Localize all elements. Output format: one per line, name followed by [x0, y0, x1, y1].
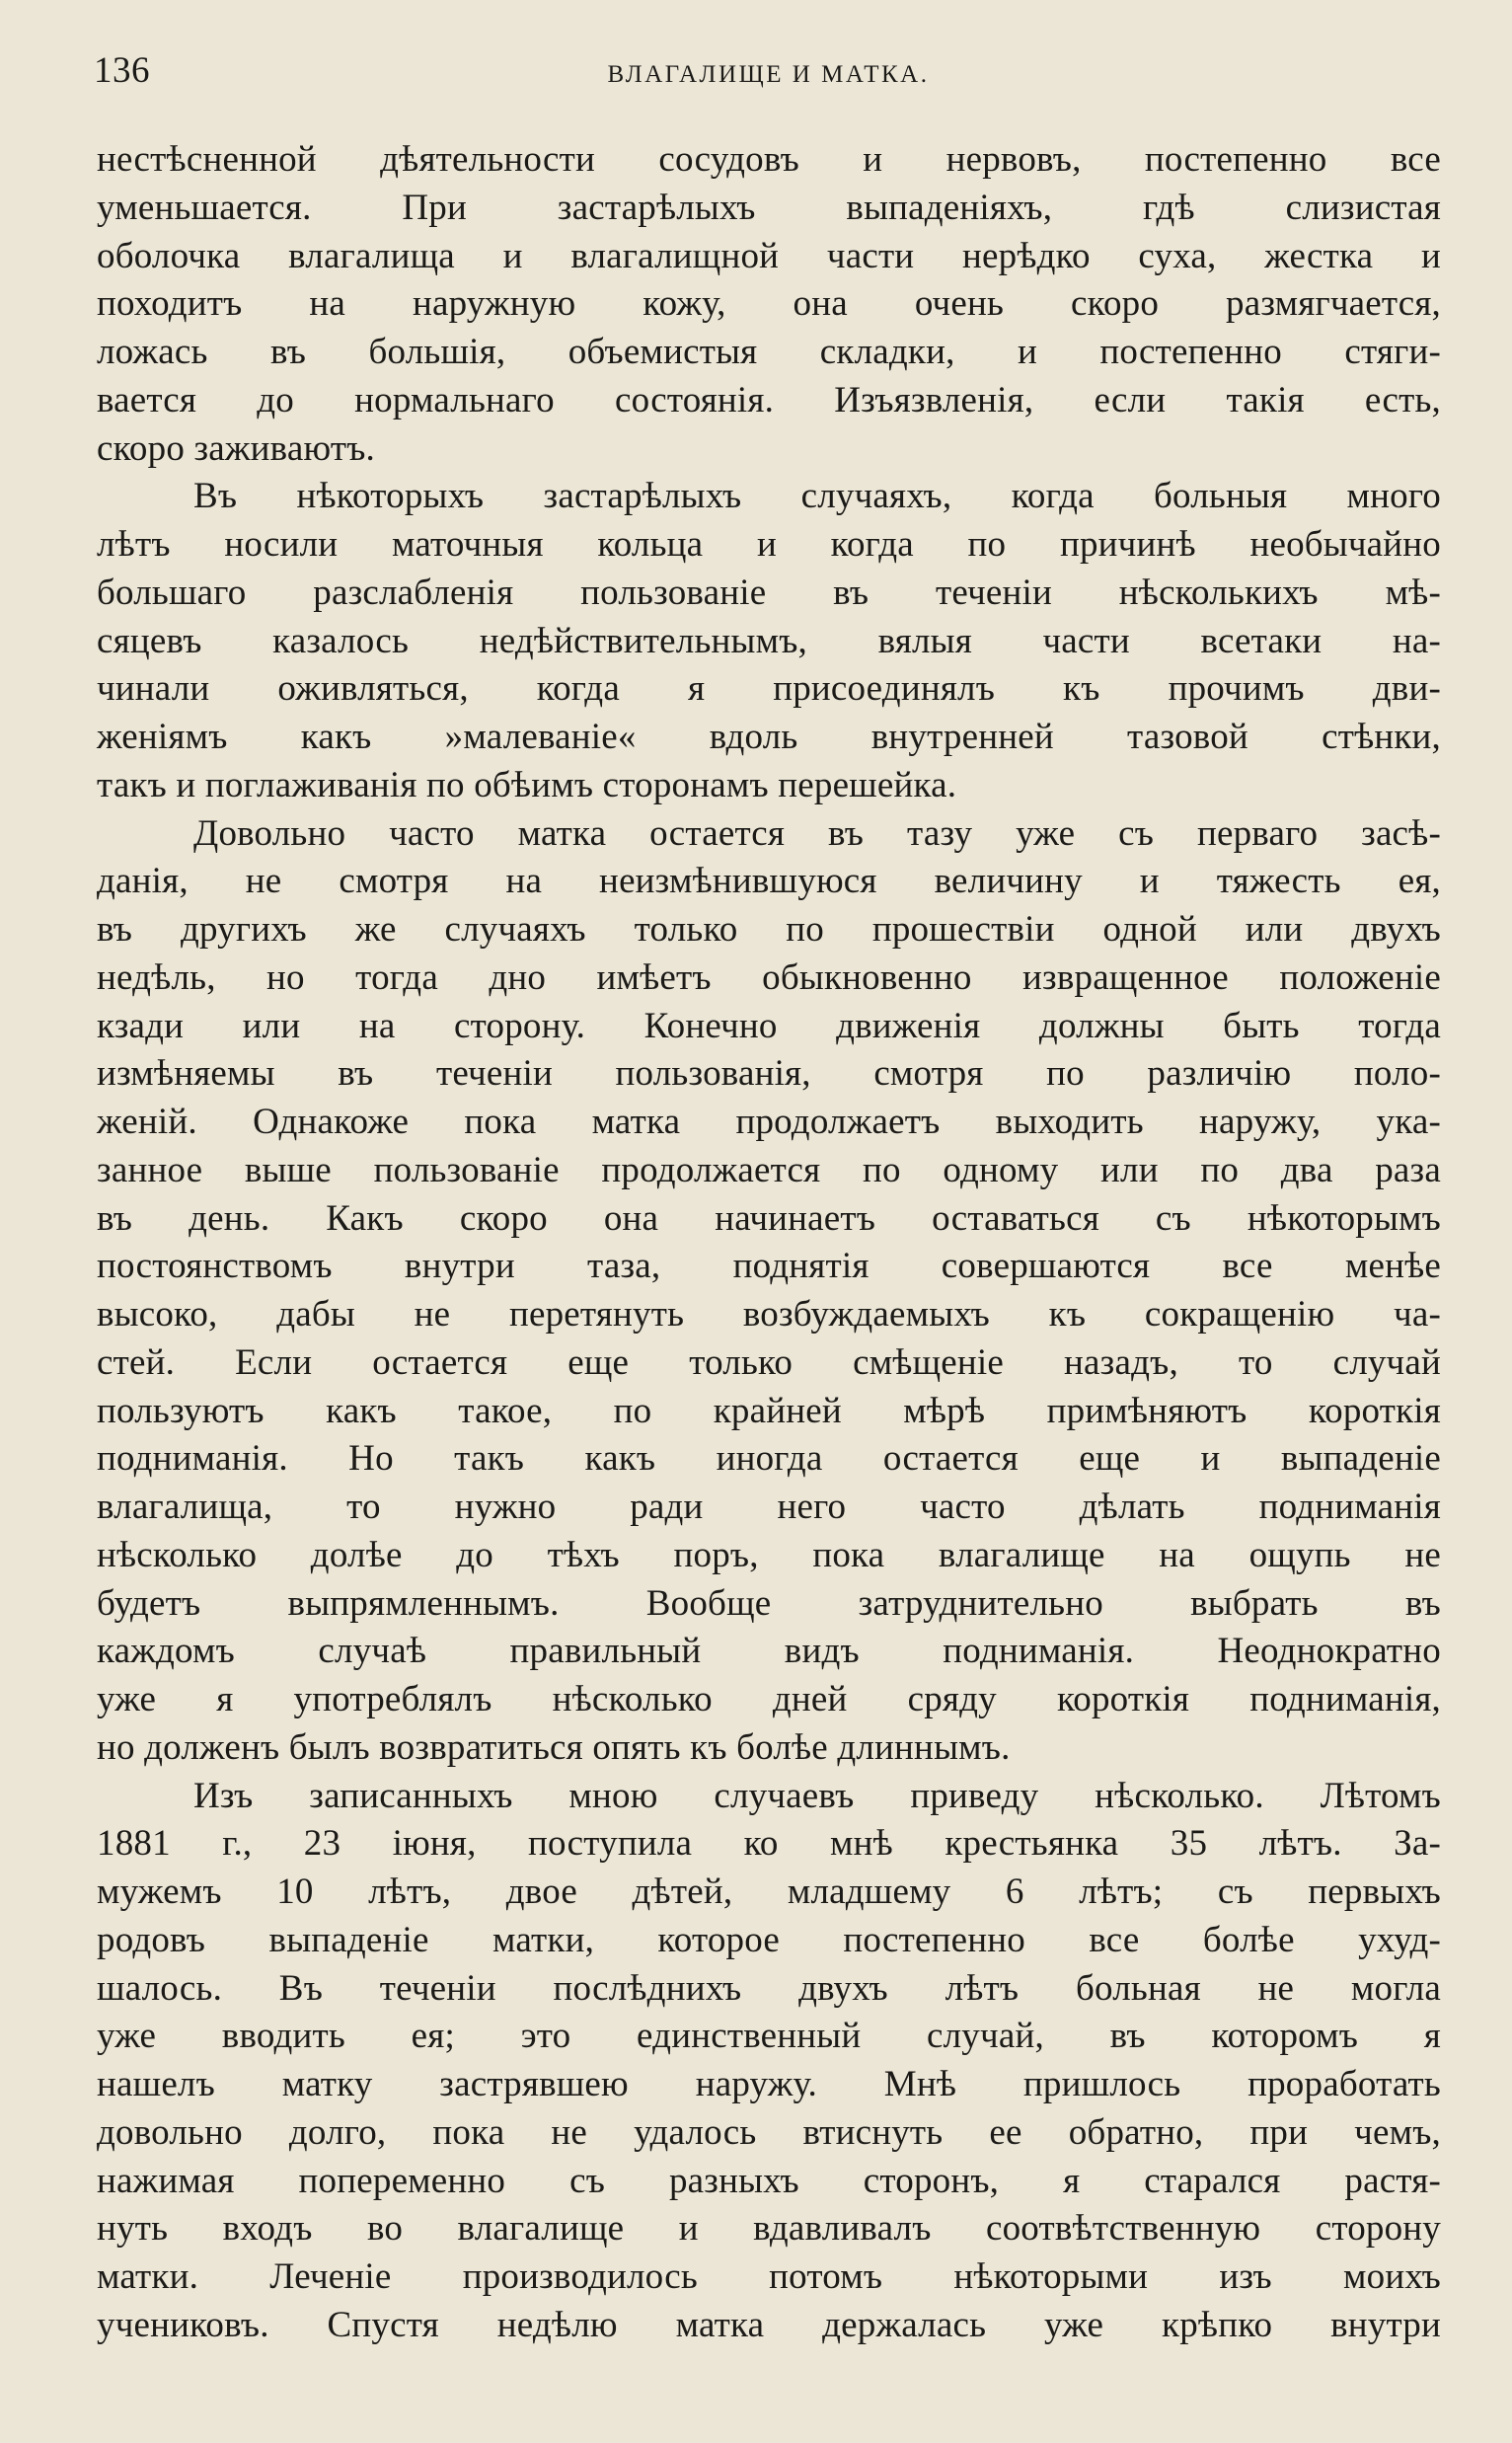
- text-line: стей. Если остается еще только смѣщеніе назадъ, то случай: [97, 1341, 1441, 1383]
- text-line: ложась въ большія, объемистыя складки, и постепенно стяги-: [97, 332, 1441, 372]
- running-head: ВЛАГАЛИЩЕ И МАТКА.: [607, 61, 930, 88]
- text-line: но долженъ былъ возвратиться опять къ болѣе длиннымъ.: [97, 1726, 1011, 1768]
- text-line: чинали оживляться, когда я присоединялъ къ прочимъ дви-: [97, 668, 1441, 710]
- text-line: постоянствомъ внутри таза, поднятія совершаются все менѣе: [97, 1246, 1441, 1287]
- text-line: нуть входъ во влагалище и вдавливалъ соотвѣтственную сторону: [97, 2208, 1441, 2250]
- text-line: большаго разслабленія пользованіе въ теченіи нѣсколькихъ мѣ-: [97, 572, 1441, 613]
- text-line: недѣль, но тогда дно имѣетъ обыкновенно извращенное положеніе: [97, 956, 1441, 998]
- body-text: [97, 136, 1441, 2350]
- page-header: [94, 51, 1443, 95]
- text-line: кзади или на сторону. Конечно движенія должны быть тогда: [97, 1005, 1441, 1046]
- text-line: 1881 г., 23 іюня, поступила ко мнѣ крестьянка 35 лѣтъ. За-: [97, 1823, 1441, 1865]
- text-line: уменьшается. При застарѣлыхъ выпаденіяхъ, гдѣ слизистая: [97, 187, 1441, 228]
- text-line: учениковъ. Спустя недѣлю матка держалась уже крѣпко внутри: [97, 2304, 1441, 2345]
- text-line: нестѣсненной дѣятельности сосудовъ и нервовъ, постепенно все: [97, 139, 1441, 180]
- text-line: уже вводить ея; это единственный случай, въ которомъ я: [97, 2016, 1441, 2057]
- text-line: измѣняемы въ теченіи пользованія, смотря по различію поло-: [97, 1053, 1441, 1095]
- text-line: матки. Леченіе производилось потомъ нѣкоторыми изъ моихъ: [97, 2256, 1441, 2297]
- text-line: походитъ на наружную кожу, она очень скоро размягчается,: [97, 283, 1441, 325]
- text-line: уже я употреблялъ нѣсколько дней сряду короткія подниманія,: [97, 1679, 1441, 1719]
- text-line: влагалища, то нужно ради него часто дѣлать подниманія: [97, 1487, 1441, 1527]
- text-line: Довольно часто матка остается въ тазу уже съ перваго засѣ-: [193, 812, 1441, 854]
- text-line: данія, не смотря на неизмѣнившуюся величину и тяжесть ея,: [97, 861, 1441, 902]
- text-line: пользуютъ какъ такое, по крайней мѣрѣ примѣняютъ короткія: [97, 1390, 1441, 1431]
- text-line: высоко, дабы не перетянуть возбуждаемыхъ къ сокращенію ча-: [97, 1294, 1441, 1335]
- text-line: занное выше пользованіе продолжается по одному или по два раза: [97, 1149, 1441, 1190]
- text-line: довольно долго, пока не удалось втиснуть ее обратно, при чемъ,: [97, 2111, 1441, 2153]
- text-line: родовъ выпаденіе матки, которое постепенно все болѣе ухуд-: [97, 1919, 1441, 1960]
- text-line: Въ нѣкоторыхъ застарѣлыхъ случаяхъ, когда больныя много: [193, 476, 1441, 517]
- text-line: вается до нормальнаго состоянія. Изъязвленія, если такія есть,: [97, 379, 1441, 420]
- text-line: будетъ выпрямленнымъ. Вообще затруднительно выбрать въ: [97, 1582, 1441, 1624]
- text-line: нашелъ матку застрявшею наружу. Мнѣ пришлось проработать: [97, 2064, 1441, 2104]
- text-line: оболочка влагалища и влагалищной части нерѣдко суха, жестка и: [97, 235, 1441, 276]
- text-line: въ другихъ же случаяхъ только по прошествіи одной или двухъ: [97, 909, 1441, 950]
- page-number: 136: [94, 50, 150, 91]
- text-line: нажимая попеременно съ разныхъ сторонъ, я старался растя-: [97, 2160, 1441, 2201]
- text-line: Изъ записанныхъ мною случаевъ приведу нѣсколько. Лѣтомъ: [193, 1775, 1441, 1816]
- text-line: женій. Однакоже пока матка продолжаетъ выходить наружу, ука-: [97, 1102, 1441, 1142]
- text-line: въ день. Какъ скоро она начинаетъ оставаться съ нѣкоторымъ: [97, 1197, 1441, 1239]
- text-line: скоро заживаютъ.: [97, 427, 375, 469]
- text-line: сяцевъ казалось недѣйствительнымъ, вялыя части всетаки на-: [97, 620, 1441, 661]
- text-line: подниманія. Но такъ какъ иногда остается еще и выпаденіе: [97, 1438, 1441, 1480]
- text-line: нѣсколько долѣе до тѣхъ поръ, пока влагалище на ощупь не: [97, 1534, 1441, 1575]
- text-line: мужемъ 10 лѣтъ, двое дѣтей, младшему 6 лѣтъ; съ первыхъ: [97, 1871, 1441, 1912]
- text-line: женіямъ какъ »малеваніе« вдоль внутренней тазовой стѣнки,: [97, 717, 1441, 757]
- text-line: такъ и поглаживанія по обѣимъ сторонамъ перешейка.: [97, 764, 957, 805]
- text-line: каждомъ случаѣ правильный видъ подниманія. Неоднократно: [97, 1631, 1441, 1672]
- text-line: лѣтъ носили маточныя кольца и когда по причинѣ необычайно: [97, 524, 1441, 565]
- text-line: шалось. Въ теченіи послѣднихъ двухъ лѣтъ больная не могла: [97, 1967, 1441, 2009]
